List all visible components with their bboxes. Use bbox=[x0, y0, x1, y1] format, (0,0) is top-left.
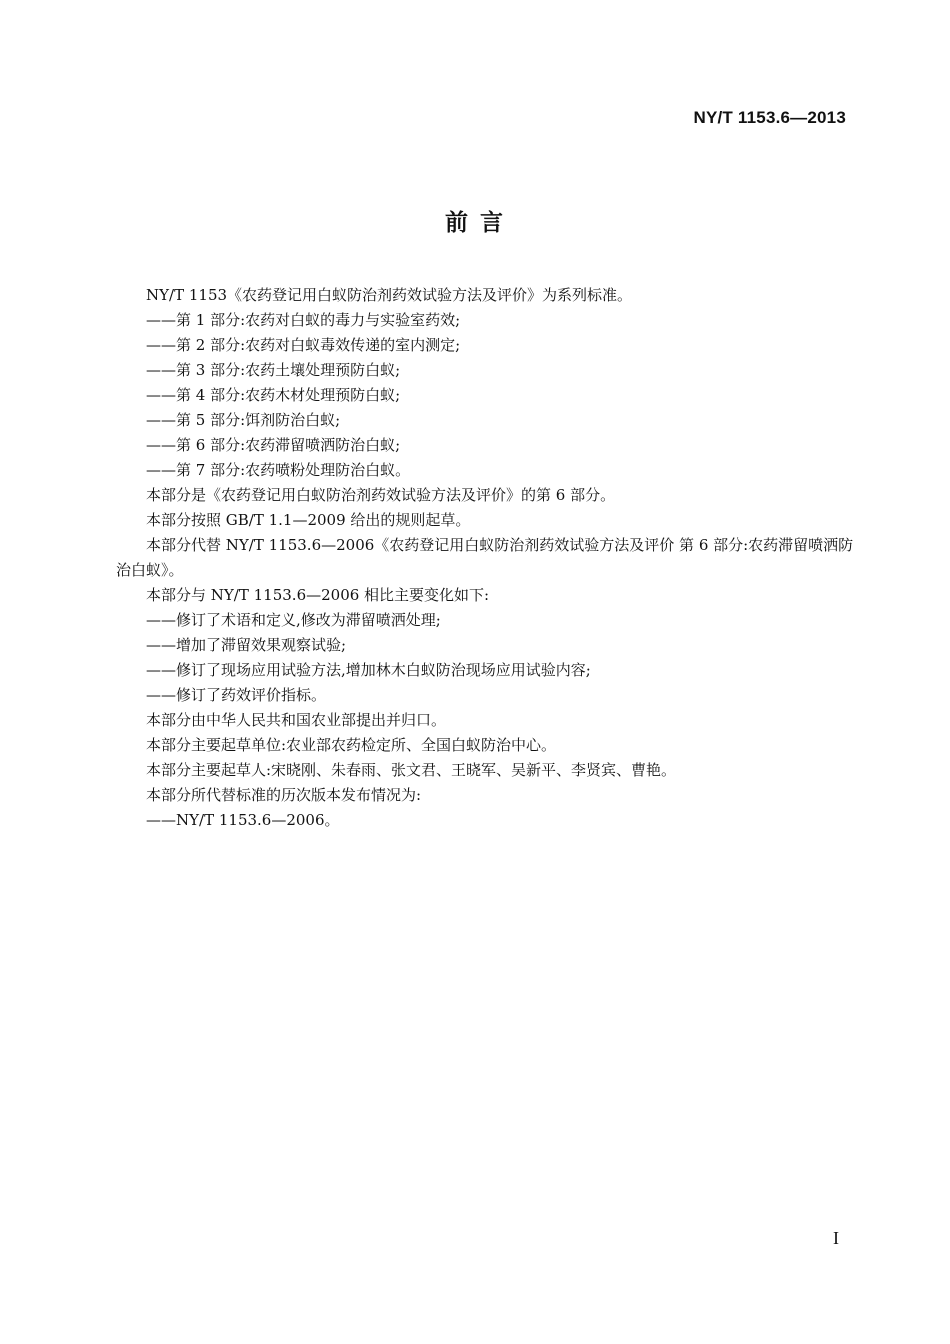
list-item-part-4: ——第 4 部分:农药木材处理预防白蚁; bbox=[146, 386, 401, 404]
standard-code: NY/T 1153.6—2013 bbox=[693, 108, 846, 127]
paragraph-series: NY/T 1153《农药登记用白蚁防治剂药效试验方法及评价》为系列标准。 bbox=[146, 286, 633, 304]
page-number: I bbox=[833, 1228, 839, 1248]
paragraph-replaces: 本部分代替 NY/T 1153.6—2006《农药登记用白蚁防治剂药效试验方法及评价 第 6 部分:农药滞留喷洒防治白蚁》。 bbox=[116, 536, 854, 579]
paragraph-drafters: 本部分主要起草人:宋晓刚、朱春雨、张文君、王晓军、吴新平、李贤宾、曹艳。 bbox=[146, 761, 677, 779]
paragraph-part-of-series: 本部分是《农药登记用白蚁防治剂药效试验方法及评价》的第 6 部分。 bbox=[146, 486, 616, 504]
list-item-change-2: ——增加了滞留效果观察试验; bbox=[146, 636, 347, 654]
paragraph-proposer: 本部分由中华人民共和国农业部提出并归口。 bbox=[146, 711, 447, 729]
list-item-part-7: ——第 7 部分:农药喷粉处理防治白蚁。 bbox=[146, 461, 411, 479]
list-item-change-3: ——修订了现场应用试验方法,增加林木白蚁防治现场应用试验内容; bbox=[146, 661, 591, 679]
preface-body bbox=[116, 283, 856, 833]
paragraph-drafting-rules: 本部分按照 GB/T 1.1—2009 给出的规则起草。 bbox=[146, 511, 471, 529]
paragraph-drafting-units: 本部分主要起草单位:农业部农药检定所、全国白蚁防治中心。 bbox=[146, 736, 557, 754]
list-item-part-2: ——第 2 部分:农药对白蚁毒效传递的室内测定; bbox=[146, 336, 461, 354]
list-item-part-6: ——第 6 部分:农药滞留喷洒防治白蚁; bbox=[146, 436, 401, 454]
list-item-change-4: ——修订了药效评价指标。 bbox=[146, 686, 327, 704]
paragraph-history-intro: 本部分所代替标准的历次版本发布情况为: bbox=[146, 786, 422, 804]
list-item-change-1: ——修订了术语和定义,修改为滞留喷洒处理; bbox=[146, 611, 441, 629]
page-title: 前 言 bbox=[444, 210, 505, 236]
list-item-part-3: ——第 3 部分:农药土壤处理预防白蚁; bbox=[146, 361, 401, 379]
list-item-history-1: ——NY/T 1153.6—2006。 bbox=[146, 811, 340, 829]
list-item-part-1: ——第 1 部分:农药对白蚁的毒力与实验室药效; bbox=[146, 311, 461, 329]
paragraph-changes-intro: 本部分与 NY/T 1153.6—2006 相比主要变化如下: bbox=[146, 586, 490, 604]
list-item-part-5: ——第 5 部分:饵剂防治白蚁; bbox=[146, 411, 341, 429]
